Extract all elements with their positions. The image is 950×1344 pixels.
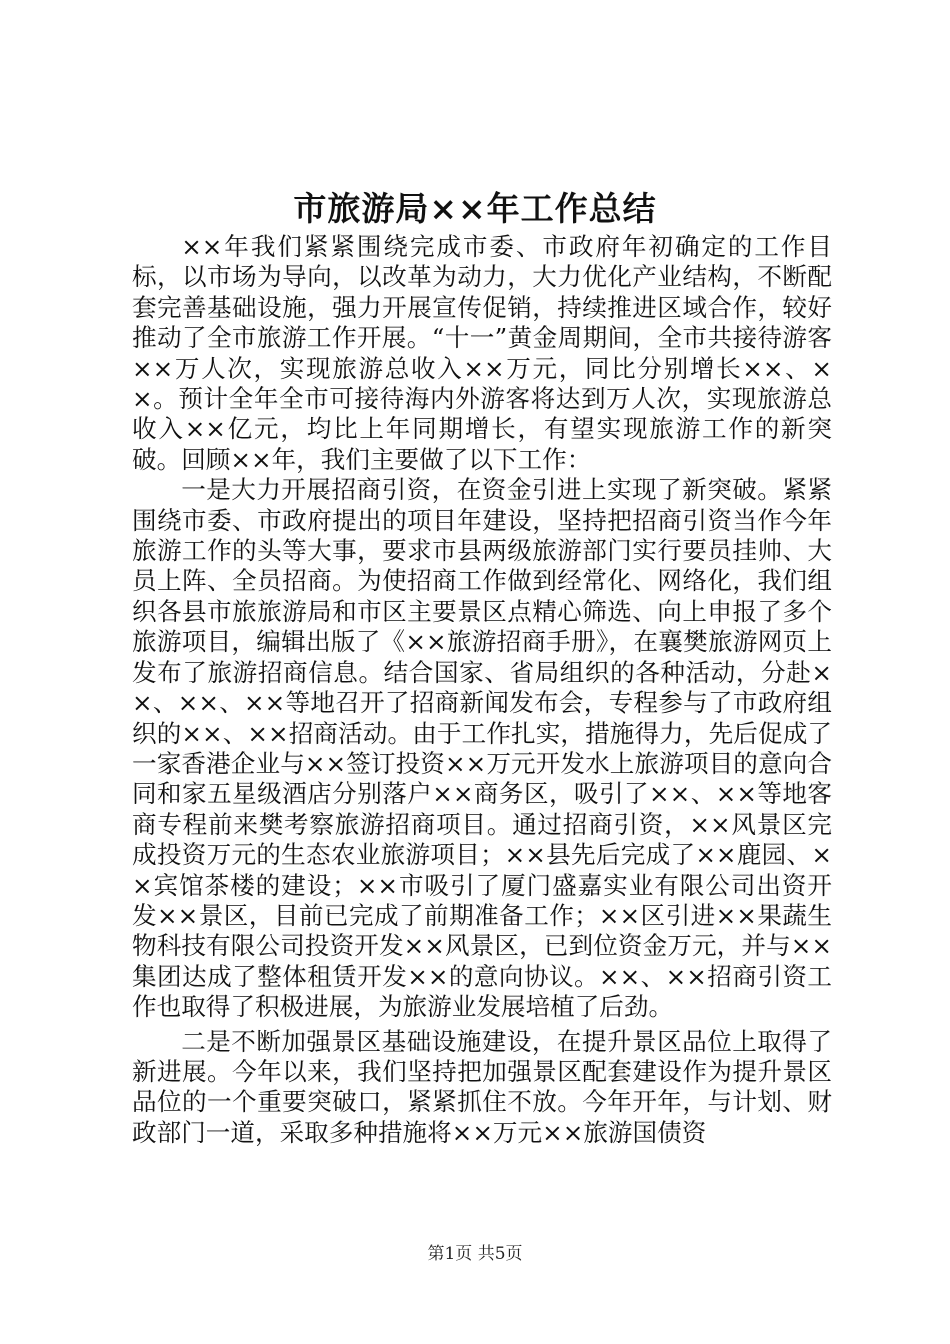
page-indicator: 第1页 共5页 [427,1244,523,1264]
paragraph-infrastructure: 二是不断加强景区基础设施建设，在提升景区品位上取得了新进展。今年以来，我们坚持把加强景区配套建设作为提升景区品位的一个重要突破口，紧紧抓住不放。今年开年，与计划、财政部门一道，采取多种措施将××万元××旅游国债资 [132,1026,832,1147]
page-footer [0,1242,950,1266]
paragraph-investment: 一是大力开展招商引资，在资金引进上实现了新突破。紧紧围绕市委、市政府提出的项目年建设，坚持把招商引资当作今年旅游工作的头等大事，要求市县两级旅游部门实行要员挂帅、大员上阵、全员招商。为使招商工作做到经常化、网络化，我们组织各县市旅旅游局和市区主要景区点精心筛选、向上申报了多个旅游项目，编辑出版了《××旅游招商手册》，在襄樊旅游网页上发布了旅游招商信息。结合国家、省局组织的各种活动，分赴××、××、××等地召开了招商新闻发布会，专程参与了市政府组织的××、××招商活动。由于工作扎实，措施得力，先后促成了一家香港企业与××签订投资××万元开发水上旅游项目的意向合同和家五星级酒店分别落户××商务区，吸引了××、××等地客商专程前来樊考察旅游招商项目。通过招商引资，××风景区完成投资万元的生态农业旅游项目；××县先后完成了××鹿园、××宾馆茶楼的建设；××市吸引了厦门盛嘉实业有限公司出资开发××景区，目前已完成了前期准备工作；××区引进××果蔬生物科技有限公司投资开发××风景区，已到位资金万元，并与××集团达成了整体租赁开发××的意向协议。××、××招商引资工作也取得了积极进展，为旅游业发展培植了后劲。 [132,475,832,1022]
document-title: 市旅游局××年工作总结 [293,189,657,228]
document-body [132,232,832,1148]
paragraph-intro: ××年我们紧紧围绕完成市委、市政府年初确定的工作目标，以市场为导向，以改革为动力，大力优化产业结构，不断配套完善基础设施，强力开展宣传促销，持续推进区域合作，较好推动了全市旅游工作开展。“十一”黄金周期间，全市共接待游客××万人次，实现旅游总收入××万元，同比分别增长××、××。预计全年全市可接待海内外游客将达到万人次，实现旅游总收入××亿元，均比上年同期增长，有望实现旅游工作的新突破。回顾××年，我们主要做了以下工作： [132,232,832,474]
